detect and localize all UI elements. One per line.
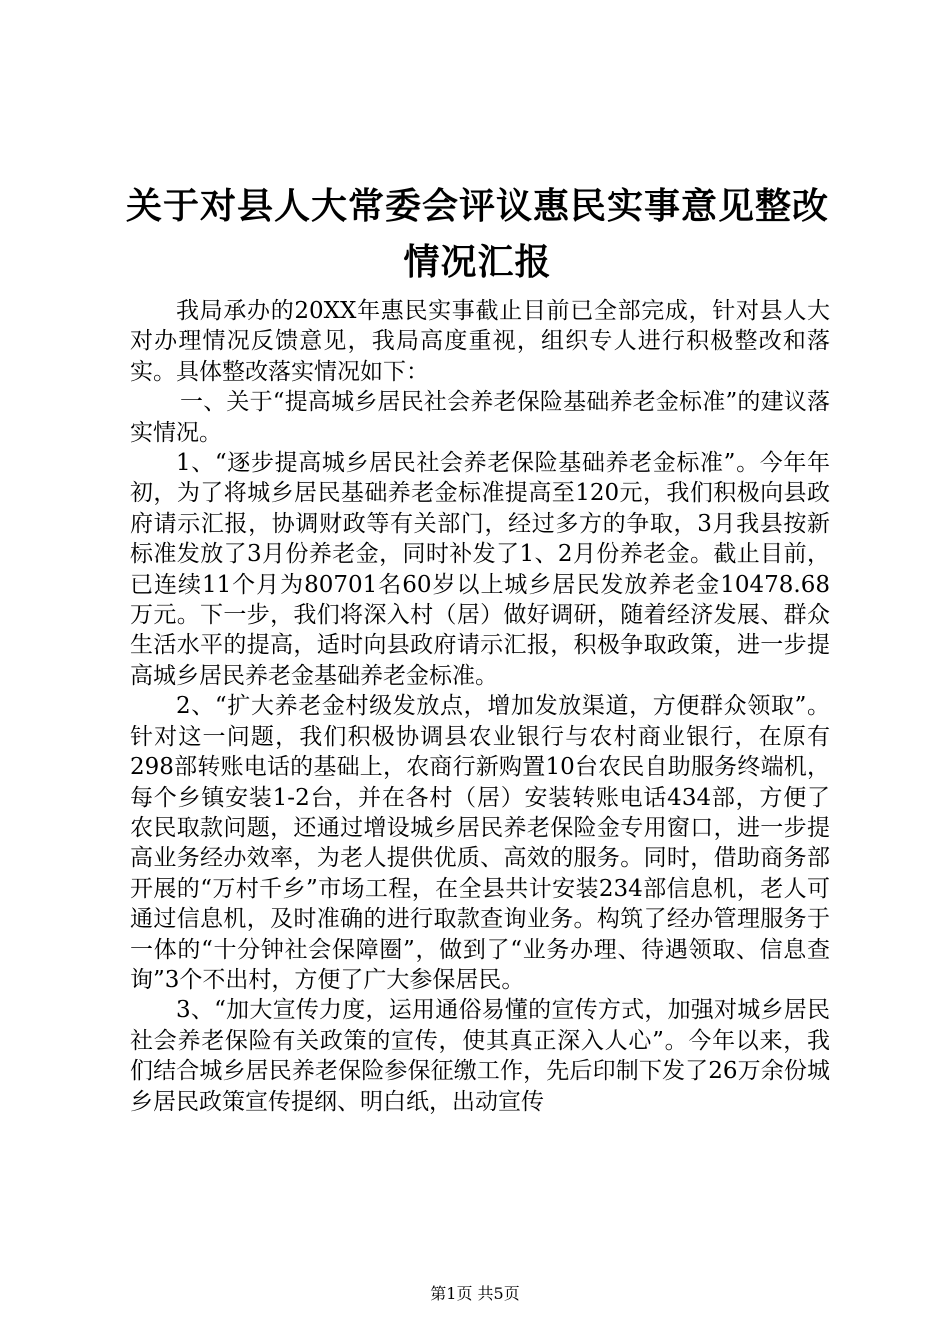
intro-paragraph: 我局承办的20XX年惠民实事截止目前已全部完成，针对县人大对办理情况反馈意见，我局高度重视，组织专人进行积极整改和落实。具体整改落实情况如下： — [130, 298, 830, 385]
item-2-paragraph: 2、“扩大养老金村级发放点，增加发放渠道，方便群众领取”。针对这一问题，我们积极协调县农业银行与农村商业银行，在原有298部转账电话的基础上，农商行新购置10台农民自助服务终端机，每个乡镇安装1-2台，并在各村（居）安装转账电话434部，方便了农民取款问题，还通过增设城乡居民养老保险金专用窗口，进一步提高业务经办效率，为老人提供优质、高效的服务。同时，借助商务部开展的“万村千乡”市场工程，在全县共计安装234部信息机，老人可通过信息机，及时准确的进行取款查询业务。构筑了经办管理服务于一体的“十分钟社会保障圈”，做到了“业务办理、待遇领取、信息查询”3个不出村，方便了广大参保居民。 — [130, 693, 830, 993]
document-title: 关于对县人大常委会评议惠民实事意见整改情况汇报 — [125, 185, 829, 283]
page-number-footer: 第1页 共5页 — [430, 1284, 520, 1303]
document-body — [130, 296, 830, 1117]
item-3-paragraph: 3、“加大宣传力度，运用通俗易懂的宣传方式，加强对城乡居民社会养老保险有关政策的宣传，使其真正深入人心”。今年以来，我们结合城乡居民养老保险参保征缴工作，先后印制下发了26万余份城乡居民政策宣传提纲、明白纸，出动宣传 — [130, 997, 830, 1115]
section-heading-paragraph: 一、关于“提高城乡居民社会养老保险基础养老金标准”的建议落实情况。 — [130, 389, 830, 446]
item-1-paragraph: 1、“逐步提高城乡居民社会养老保险基础养老金标准”。今年年初，为了将城乡居民基础养老金标准提高至120元，我们积极向县政府请示汇报，协调财政等有关部门，经过多方的争取，3月我县按新标准发放了3月份养老金，同时补发了1、2月份养老金。截止目前，已连续11个月为80701名60岁以上城乡居民发放养老金10478.68万元。下一步，我们将深入村（居）做好调研，随着经济发展、群众生活水平的提高，适时向县政府请示汇报，积极争取政策，进一步提高城乡居民养老金基础养老金标准。 — [130, 450, 830, 689]
